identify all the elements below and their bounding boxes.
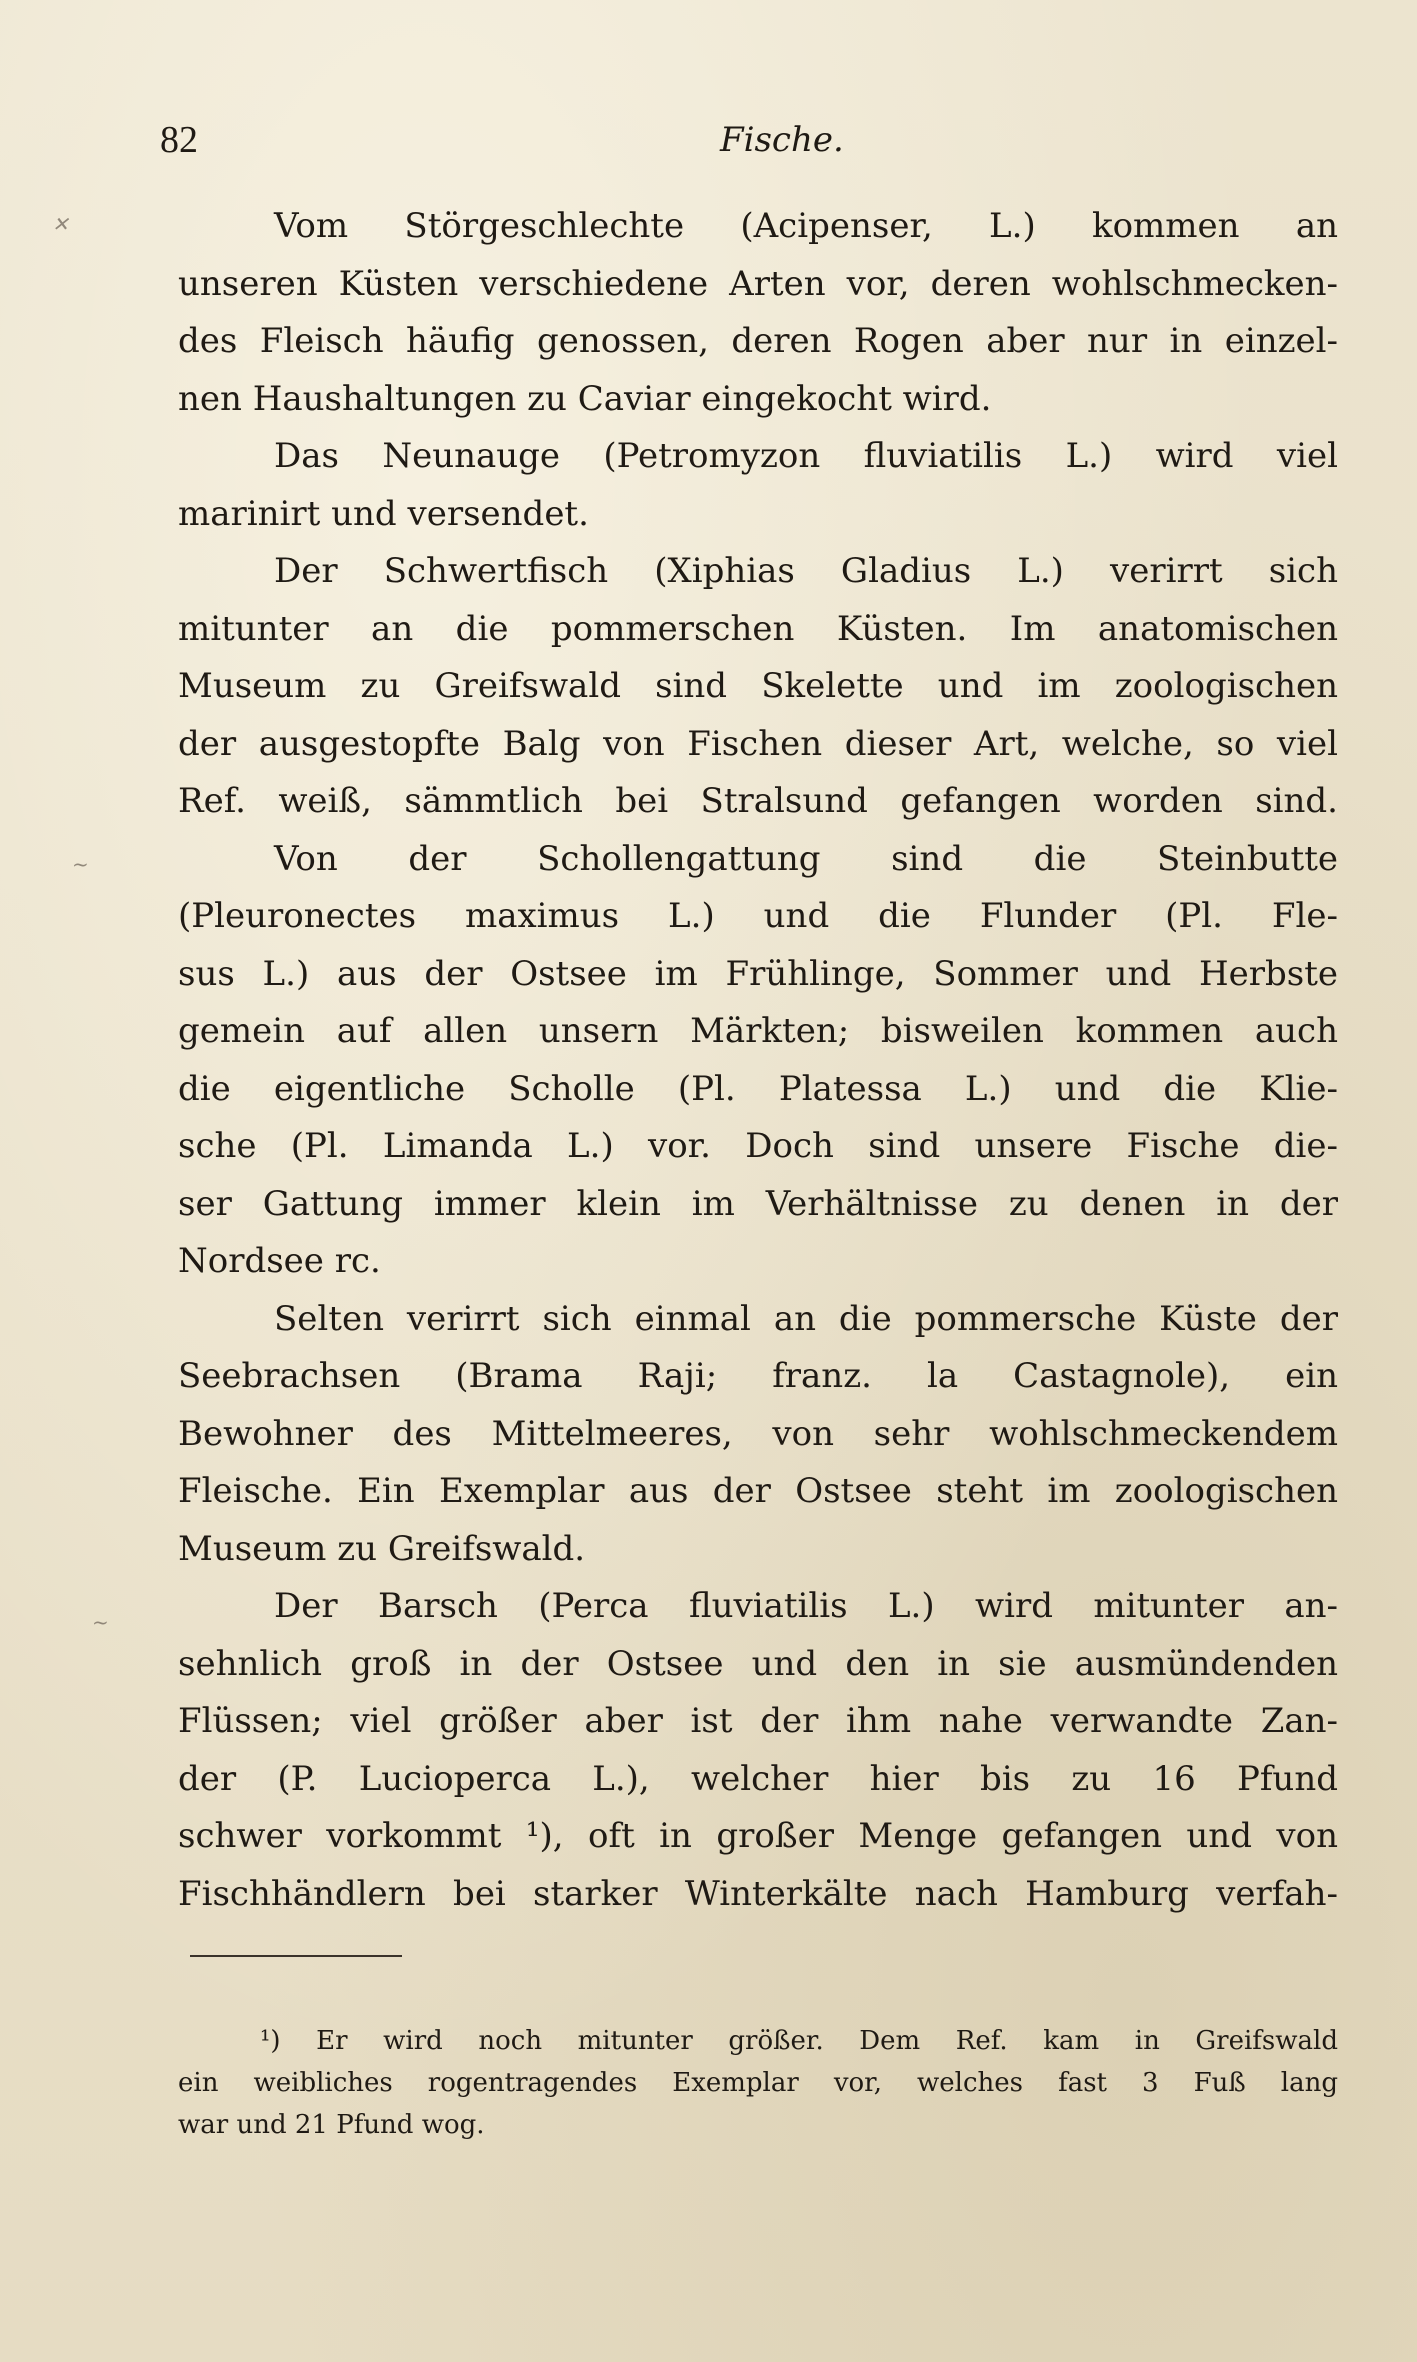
text-line: sche (Pl. Limanda L.) vor. Doch sind unsere Fische die-: [178, 1126, 1338, 1166]
footnote-line: ¹) Er wird noch mitunter größer. Dem Ref. kam in Greifswald: [260, 2026, 1338, 2056]
text-line: Fischhändlern bei starker Winterkälte nach Hamburg verfah-: [178, 1873, 1338, 1914]
text-line: Flüssen; viel größer aber ist der ihm nahe verwandte Zan-: [178, 1701, 1338, 1741]
text-line: Nordsee rc.: [178, 1241, 381, 1281]
text-line: gemein auf allen unsern Märkten; bisweilen kommen auch: [178, 1011, 1338, 1051]
text-line: die eigentliche Scholle (Pl. Platessa L.) und die Klie-: [178, 1068, 1338, 1109]
page-header: [160, 118, 1330, 168]
footnote-line: war und 21 Pfund wog.: [178, 2110, 485, 2140]
text-line: sus L.) aus der Ostsee im Frühlinge, Sommer und Herbste: [178, 953, 1338, 994]
text-line: Das Neunauge (Petromyzon fluviatilis L.) wird viel: [274, 436, 1338, 476]
text-line: Museum zu Greifswald.: [178, 1528, 586, 1569]
body-text: [178, 198, 1338, 1923]
running-head: Fische.: [720, 120, 844, 160]
text-line: ser Gattung immer klein im Verhältnisse zu denen in der: [178, 1183, 1338, 1224]
footnote-divider: [190, 1955, 402, 1957]
margin-mark: ~: [92, 1610, 109, 1634]
footnotes: [178, 2020, 1338, 2146]
margin-mark: ~: [72, 852, 89, 876]
text-line: Ref. weiß, sämmtlich bei Stralsund gefangen worden sind.: [178, 781, 1338, 821]
text-line: Fleische. Ein Exemplar aus der Ostsee steht im zoologischen: [178, 1471, 1338, 1511]
footnote-line: ein weibliches rogentragendes Exemplar vor, welches fast 3 Fuß lang: [178, 2068, 1338, 2098]
text-line: der ausgestopfte Balg von Fischen dieser Art, welche, so viel: [178, 723, 1338, 764]
text-line: Der Barsch (Perca fluviatilis L.) wird mitunter an-: [274, 1586, 1338, 1626]
text-line: unseren Küsten verschiedene Arten vor, deren wohlschmecken-: [178, 263, 1338, 304]
text-line: Bewohner des Mittelmeeres, von sehr wohlschmeckendem: [178, 1413, 1338, 1454]
text-line: der (P. Lucioperca L.), welcher hier bis zu 16 Pfund: [178, 1758, 1338, 1799]
margin-mark: ✕: [52, 212, 69, 236]
page-number: 82: [160, 119, 198, 161]
text-line: des Fleisch häufig genossen, deren Rogen aber nur in einzel-: [178, 321, 1338, 361]
text-line: Seebrachsen (Brama Raji; franz. la Castagnole), ein: [178, 1356, 1338, 1396]
text-line: Selten verirrt sich einmal an die pommersche Küste der: [274, 1298, 1338, 1339]
text-line: Von der Schollengattung sind die Steinbutte: [274, 838, 1338, 879]
text-line: Der Schwertfisch (Xiphias Gladius L.) verirrt sich: [274, 551, 1338, 591]
text-line: schwer vorkommt ¹), oft in großer Menge gefangen und von: [178, 1816, 1338, 1856]
text-line: mitunter an die pommerschen Küsten. Im anatomischen: [178, 608, 1338, 649]
text-line: nen Haushaltungen zu Caviar eingekocht wird.: [178, 378, 992, 419]
text-line: marinirt und versendet.: [178, 493, 589, 534]
text-line: sehnlich groß in der Ostsee und den in sie ausmündenden: [178, 1643, 1338, 1684]
text-line: Museum zu Greifswald sind Skelette und im zoologischen: [178, 666, 1338, 706]
text-line: Vom Störgeschlechte (Acipenser, L.) kommen an: [274, 206, 1338, 246]
text-line: (Pleuronectes maximus L.) und die Flunder (Pl. Fle-: [178, 896, 1338, 936]
